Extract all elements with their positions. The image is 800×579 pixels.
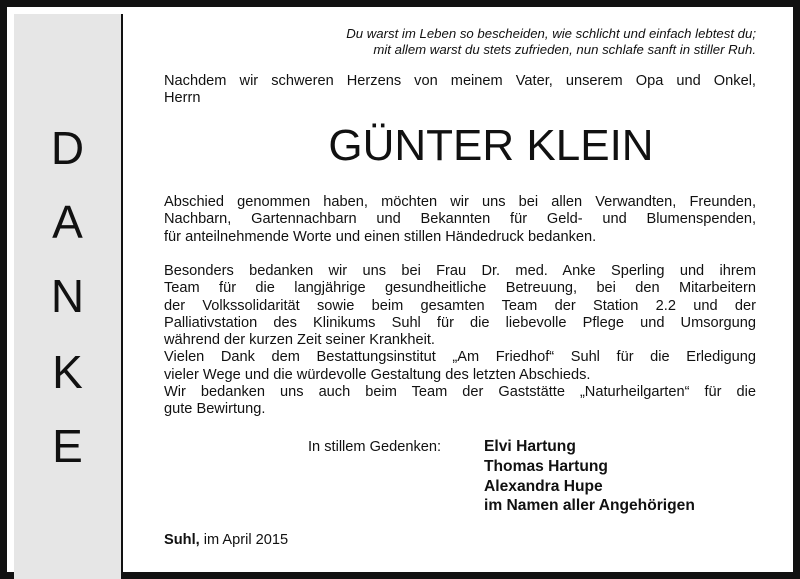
thanks-paragraph (164, 194, 756, 246)
motto-line: Du warst im Leben so bescheiden, wie schlicht und einfach lebtest du; (346, 26, 756, 41)
special-thanks-line: der Volkssolidarität sowie beim gesamten Team der Station 2.2 und der (164, 297, 756, 314)
thanks-line: für anteilnehmende Worte und einen stillen Händedruck bedanken. (164, 228, 597, 245)
special-thanks-line: Wir bedanken uns auch beim Team der Gaststätte „Naturheilgarten“ für die (164, 384, 756, 401)
side-letter-d: D (50, 122, 85, 174)
special-thanks-line: während der kurzen Zeit seiner Krankheit. (164, 332, 435, 349)
signer-name: im Namen aller Angehörigen (484, 497, 695, 515)
place-date-text: im April 2015 (203, 532, 289, 548)
special-thanks-line: gute Bewirtung. (164, 401, 266, 418)
place-city: Suhl, (164, 532, 200, 548)
intro-line: Nachdem wir schweren Herzens von meinem Vater, unserem Opa und Onkel, (164, 73, 756, 89)
special-thanks-line: Team für die langjährige gesundheitliche Betreuung, bei den Mitarbeitern (164, 280, 756, 297)
place-date (164, 531, 288, 549)
thanks-line: Abschied genommen haben, möchten wir uns bei allen Verwandten, Freunden, (164, 194, 756, 210)
signature-label: In stillem Gedenken: (308, 439, 442, 455)
side-panel (14, 14, 123, 579)
intro-paragraph (164, 73, 756, 108)
side-letter-n: N (50, 270, 85, 322)
side-letter-k: K (52, 346, 83, 398)
intro-line: Herrn (164, 90, 201, 107)
signer-name: Elvi Hartung (484, 438, 576, 455)
signer-name: Alexandra Hupe (484, 477, 603, 495)
deceased-name: GÜNTER KLEIN (328, 121, 654, 170)
special-thanks-line: Besonders bedanken wir uns bei Frau Dr. med. Anke Sperling und ihrem (164, 263, 756, 279)
special-thanks-line: vieler Wege und die würdevolle Gestaltung des letzten Abschieds. (164, 366, 591, 383)
signer-name: Thomas Hartung (484, 457, 608, 475)
thanks-line: Nachbarn, Gartennachbarn und Bekannten für Geld- und Blumenspenden, (164, 211, 756, 228)
special-thanks-paragraph (164, 263, 756, 419)
signature-names (484, 437, 695, 516)
special-thanks-line: Vielen Dank dem Bestattungsinstitut „Am Friedhof“ Suhl für die Erledigung (164, 349, 756, 366)
motto-line: mit allem warst du stets zufrieden, nun schlafe sanft in stiller Ruh. (373, 42, 756, 57)
side-letter-a: A (52, 196, 83, 248)
motto-verse (274, 26, 756, 58)
side-letter-e: E (52, 420, 83, 472)
special-thanks-line: Palliativstation des Klinikums Suhl für die liebevolle Pflege und Umsorgung (164, 314, 756, 331)
